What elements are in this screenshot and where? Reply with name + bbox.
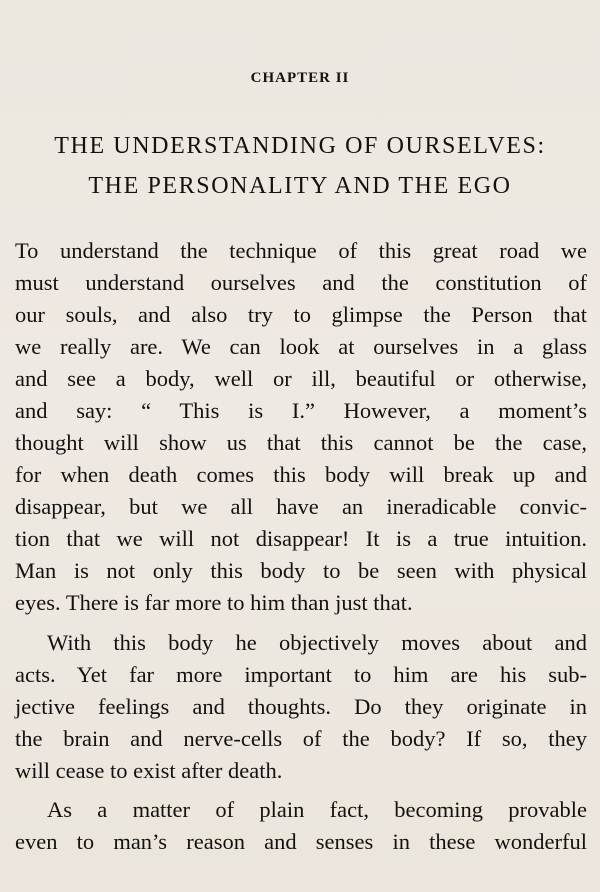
text-line: will cease to exist after death. xyxy=(15,758,283,783)
text-line: and say: “ This is I.” However, a moment’s xyxy=(15,398,587,423)
text-line: we really are. We can look at ourselves in a glass xyxy=(15,334,587,359)
text-line: acts. Yet far more important to him are his sub- xyxy=(15,662,587,687)
text-line: our souls, and also try to glimpse the Person that xyxy=(15,302,587,327)
text-line: and see a body, well or ill, beautiful or otherwise, xyxy=(15,366,587,391)
text-line: thought will show us that this cannot be the case, xyxy=(15,430,587,455)
text-line: disappear, but we all have an ineradicable convic- xyxy=(15,494,587,519)
text-line: eyes. There is far more to him than just that. xyxy=(15,590,413,615)
text-line: As a matter of plain fact, becoming provable xyxy=(47,797,587,822)
text-line: jective feelings and thoughts. Do they originate in xyxy=(15,694,587,719)
text-line: To understand the technique of this great road we xyxy=(15,238,587,263)
text-line: for when death comes this body will break up and xyxy=(15,462,587,487)
text-line: the brain and nerve-cells of the body? If so, they xyxy=(15,726,587,751)
text-line: tion that we will not disappear! It is a true intuition. xyxy=(15,526,587,551)
text-line: even to man’s reason and senses in these wonderful xyxy=(15,829,587,854)
chapter-title-line-1: THE UNDERSTANDING OF OURSELVES: xyxy=(54,133,546,159)
chapter-title-line-2: THE PERSONALITY AND THE EGO xyxy=(88,173,512,199)
chapter-heading: CHAPTER II xyxy=(250,70,350,86)
text-line: With this body he objectively moves about and xyxy=(47,630,587,655)
text-line: must understand ourselves and the constitution of xyxy=(15,270,587,295)
text-line: Man is not only this body to be seen with physical xyxy=(15,558,587,583)
